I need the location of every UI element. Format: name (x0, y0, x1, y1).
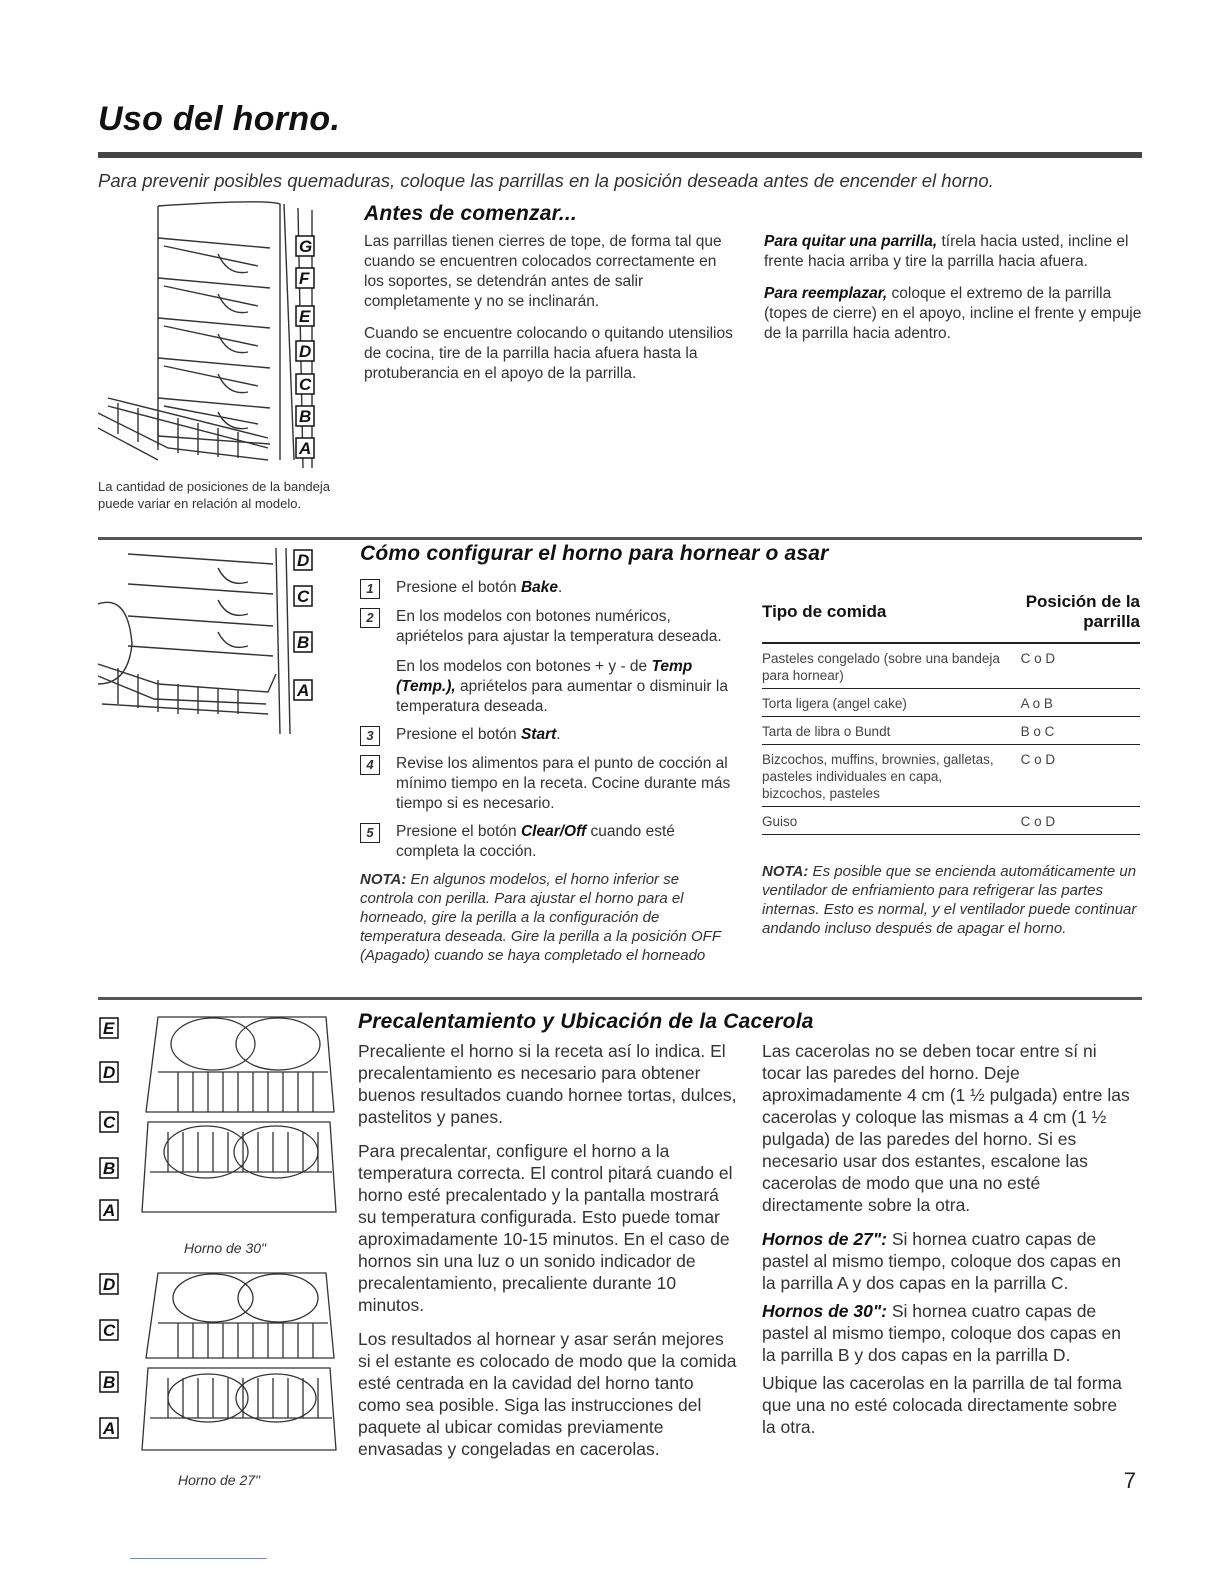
before-p2: Cuando se encuentre colocando o quitando utensilios de cocina, tire de la parrilla hacia afuera hasta la protuberancia en el apoyo de la parrilla. (364, 325, 733, 382)
preheat-p2: Para precalentar, configure el horno a la temperatura correcta. El control pitará cuando el horno esté precalentado y la pantalla mostrará su temperatura configurada. Esto puede tomar aproximadamente 10-15 minutos. En el caso de hornos sin una luz o un sonido indicador de precalentamiento, precaliente durante 10 minutos. (358, 1141, 733, 1315)
page-title: Uso del horno. (98, 100, 341, 138)
rack-label: B (297, 633, 310, 652)
intro-text: Para prevenir posibles quemaduras, coloque las parrillas en la posición deseada antes de encender el horno. (98, 170, 994, 191)
replace-rack-text: Para reemplazar, coloque el extremo de la parrilla (topes de cierre) en el apoyo, incline el frente y empuje de la parrilla hacia adentro. (764, 285, 1142, 342)
step-2: 2 En los modelos con botones numéricos, apriételos para ajustar la temperatura deseada. En los modelos con botones + y - de Temp (Temp.), apriételos para aumentar o disminuir la temperatura deseada. (360, 607, 732, 717)
rack-label: A (299, 439, 312, 458)
before-p1: Las parrillas tienen cierres de tope, de forma tal que cuando se encuentren colocados correctamente en los soportes, se detendrán antes de salir completamente y no se inclinarán. (364, 233, 722, 310)
oven-27-caption: Horno de 27" (178, 1472, 261, 1488)
rack-label: B (299, 407, 312, 426)
steps-list (360, 578, 732, 965)
preheat-col-left (358, 1040, 740, 1472)
rack-positions-illustration (98, 198, 338, 473)
table-row: Guiso C o D (762, 807, 1140, 835)
configure-heading: Cómo configurar el horno para hornear o asar (360, 542, 829, 565)
preheat-p7: Ubique las cacerolas en la parrilla de tal forma que una no esté colocada directamente sobre la otra. (762, 1373, 1122, 1437)
step-5: 5 Presione el botón Clear/Off cuando esté completa la cocción. (360, 822, 732, 862)
before-col-left (364, 232, 740, 396)
step-number: 4 (360, 755, 380, 775)
table-row: Bizcochos, muffins, brownies, galletas, pasteles individuales en capa, bizcochos, pasteles C o D (762, 745, 1140, 807)
rack-label: E (299, 307, 311, 326)
rack-label: A (297, 681, 310, 700)
rack-label: C (297, 587, 310, 606)
preheat-p4: Las cacerolas no se deben tocar entre sí ni tocar las paredes del horno. Deje aproximadamente 4 cm (1 ½ pulgada) entre las cacerolas y coloque las mismas a 4 cm (1 ½ pulgada) de las paredes del horno. Si es necesario usar dos estantes, escalone las cacerolas de modo que una no esté directamente sobre la otra. (762, 1041, 1130, 1215)
rack-label: C (103, 1113, 116, 1132)
remove-rack-text: Para quitar una parrilla, tírela hacia usted, incline el frente hacia arriba y tire la parrilla hacia afuera. (764, 233, 1129, 270)
step-number: 1 (360, 579, 380, 599)
oven-30-illustration (98, 1012, 338, 1237)
rack-label: F (299, 269, 310, 288)
rack-label: A (103, 1419, 116, 1438)
step-3: 3 Presione el botón Start. (360, 725, 732, 746)
before-col-right (764, 232, 1142, 356)
table-row: Torta ligera (angel cake) A o B (762, 689, 1140, 717)
rack-label: B (103, 1373, 116, 1392)
preheat-col-right (762, 1040, 1134, 1450)
step-number: 3 (360, 726, 380, 746)
table-note: NOTA: Es posible que se encienda automáticamente un ventilador de enfriamiento para refrigerar las partes internas. Esto es normal, y el ventilador puede continuar andando incluso después de apagar el horno. (762, 863, 1137, 937)
table-row: Pasteles congelado (sobre una bandeja para hornear) C o D (762, 643, 1140, 689)
rack-label: E (103, 1019, 115, 1038)
rack-label: D (103, 1275, 116, 1294)
section-rule (98, 537, 1142, 540)
table-row: Tarta de libra o Bundt B o C (762, 717, 1140, 745)
oven-27-text: Hornos de 27": Si hornea cuatro capas de pastel al mismo tiempo, coloque dos capas en la parrilla A y dos capas en la parrilla C. (762, 1229, 1121, 1293)
oven-30-caption: Horno de 30" (184, 1240, 267, 1256)
rack-label: D (297, 551, 310, 570)
footer-line (130, 1558, 267, 1559)
title-rule (98, 152, 1142, 158)
rack-label: D (103, 1063, 116, 1082)
rack-label: B (103, 1159, 116, 1178)
configure-note: NOTA: En algunos modelos, el horno inferior se controla con perilla. Para ajustar el horno para el horneado, gire la perilla a la configuración de temperatura deseada. Gire la perilla a la posición OFF (Apagado) cuando se haya completado el horneado (360, 871, 721, 964)
rack-label: C (103, 1321, 116, 1340)
rack-placement-illustration (98, 544, 330, 739)
step-number: 2 (360, 608, 380, 628)
step-1: 1 Presione el botón Bake. (360, 578, 732, 599)
rack-label: G (299, 237, 313, 256)
rack-caption: La cantidad de posiciones de la bandeja puede variar en relación al modelo. (98, 479, 331, 511)
preheat-p1: Precaliente el horno si la receta así lo indica. El precalentamiento es necesario para obtener buenos resultados cuando hornee tortas, dulces, pastelitos y panes. (358, 1041, 737, 1127)
rack-label: C (299, 375, 312, 394)
preheat-heading: Precalentamiento y Ubicación de la Cacerola (358, 1010, 814, 1033)
step-number: 5 (360, 823, 380, 843)
preheat-p3: Los resultados al hornear y asar serán mejores si el estante es colocado de modo que la comida esté centrada en la cavidad del horno tanto como sea posible. Siga las instrucciones del paquete al ubicar comidas previamente envasadas y congeladas en cacerolas. (358, 1329, 737, 1459)
step-4: 4 Revise los alimentos para el punto de cocción al mínimo tiempo en la receta. Cocine durante más tiempo si es necesario. (360, 754, 732, 814)
oven-30-text: Hornos de 30": Si hornea cuatro capas de pastel al mismo tiempo, coloque dos capas en la parrilla B y dos capas en la parrilla D. (762, 1301, 1121, 1365)
food-position-table (762, 592, 1140, 835)
rack-label: D (299, 342, 312, 361)
oven-27-illustration (98, 1268, 338, 1468)
food-type-header: Tipo de comida (762, 592, 1001, 643)
page-number: 7 (1123, 1468, 1136, 1493)
step-2-extra: En los modelos con botones + y - de Temp (Temp.), apriételos para aumentar o disminuir la temperatura deseada. (396, 658, 728, 715)
rack-label: A (103, 1201, 116, 1220)
rack-position-header: Posición de la parrilla (1001, 592, 1140, 643)
section-rule (98, 997, 1142, 1000)
before-heading: Antes de comenzar... (364, 202, 577, 225)
